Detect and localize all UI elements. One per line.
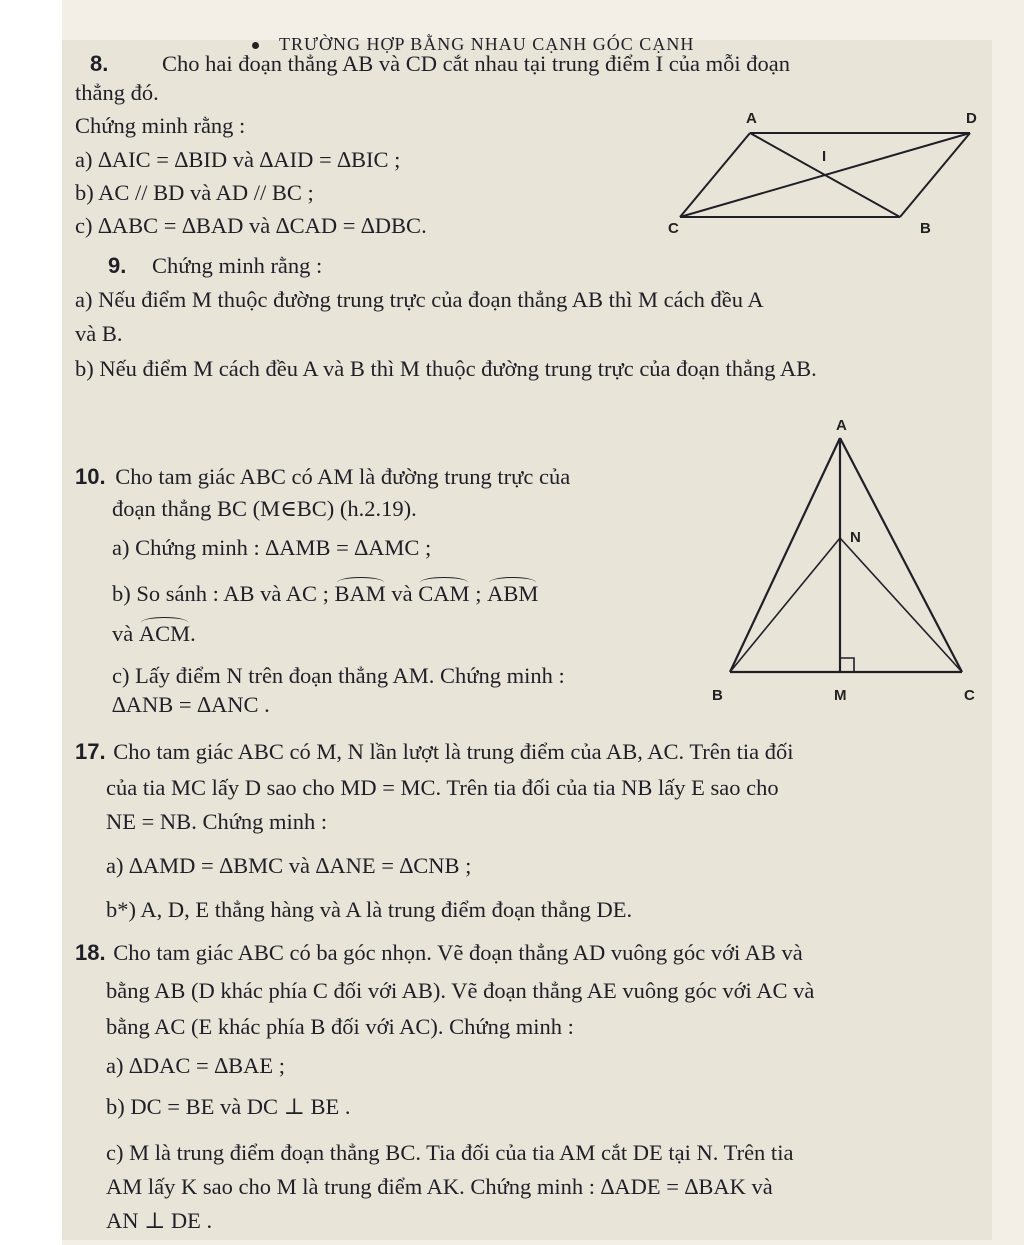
segment-nb xyxy=(730,538,840,672)
right-angle-mark xyxy=(840,658,854,672)
angle-abm: ABM xyxy=(487,581,539,606)
problem-8-line2: thẳng đó. xyxy=(75,80,159,105)
problem-10-b2-prefix: và xyxy=(112,621,134,646)
problem-10-number: 10. xyxy=(75,464,106,489)
problem-8-b: b) AC // BD và AD // BC ; xyxy=(75,180,314,205)
header-title: TRƯỜNG HỢP BẰNG NHAU CẠNH GÓC CẠNH xyxy=(279,34,695,54)
figure-isosceles-triangle xyxy=(700,410,1000,710)
problem-18-a: a) ∆DAC = ∆BAE ; xyxy=(106,1053,285,1078)
problem-10-text: Cho tam giác ABC có AM là đường trung trực của xyxy=(115,464,571,489)
figure-parallelogram xyxy=(660,105,990,245)
label-a: A xyxy=(836,417,847,434)
angle-acm: ACM xyxy=(138,621,191,646)
problem-18-line2: bằng AB (D khác phía C đối với AB). Vẽ đoạn thẳng AE vuông góc với AC và xyxy=(106,978,815,1003)
bullet-icon xyxy=(252,42,259,49)
problem-10-line1 xyxy=(75,466,570,489)
problem-9-b: b) Nếu điểm M cách đều A và B thì M thuộc đường trung trực của đoạn thẳng AB. xyxy=(75,356,817,381)
problem-10-a: a) Chứng minh : ∆AMB = ∆AMC ; xyxy=(112,535,432,560)
problem-9-title xyxy=(108,255,322,278)
label-d: D xyxy=(966,110,977,127)
problem-8-a: a) ∆AIC = ∆BID và ∆AID = ∆BIC ; xyxy=(75,147,401,172)
angle-bam: BAM xyxy=(334,581,386,606)
segment-db xyxy=(900,133,970,217)
problem-8-prove: Chứng minh rằng : xyxy=(75,113,246,138)
problem-10-b-sep: ; xyxy=(475,581,482,606)
problem-17-line1 xyxy=(75,741,794,764)
problem-9-number: 9. xyxy=(108,253,127,278)
problem-10-line2: đoạn thẳng BC (M∈BC) (h.2.19). xyxy=(112,496,417,521)
problem-17-text: Cho tam giác ABC có M, N lần lượt là trung điểm của AB, AC. Trên tia đối xyxy=(113,739,794,764)
problem-18-line1 xyxy=(75,942,803,965)
label-b: B xyxy=(920,220,931,237)
segment-ac xyxy=(840,438,962,672)
problem-10-b-and: và xyxy=(391,581,413,606)
segment-nc xyxy=(840,538,962,672)
problem-17-b: b*) A, D, E thẳng hàng và A là trung điểm đoạn thẳng DE. xyxy=(106,897,633,922)
label-c: C xyxy=(964,687,975,704)
label-n: N xyxy=(850,529,861,546)
problem-18-line3: bằng AC (E khác phía B đối với AC). Chứng minh : xyxy=(106,1014,574,1039)
problem-10-b-prefix: b) So sánh : AB và AC ; xyxy=(112,581,329,606)
label-m: M xyxy=(834,687,847,704)
problem-17-line3: NE = NB. Chứng minh : xyxy=(106,809,328,834)
problem-17-a: a) ∆AMD = ∆BMC và ∆ANE = ∆CNB ; xyxy=(106,853,472,878)
label-i: I xyxy=(822,148,827,165)
problem-18-c2: AM lấy K sao cho M là trung điểm AK. Chứng minh : ∆ADE = ∆BAK và xyxy=(106,1174,773,1199)
problem-10-b2-suffix: . xyxy=(190,621,196,646)
segment-cd xyxy=(680,133,970,217)
problem-8-text: Cho hai đoạn thẳng AB và CD cắt nhau tại trung điểm I của mỗi đoạn xyxy=(161,51,790,76)
problem-10-b2 xyxy=(112,623,196,646)
problem-18-b: b) DC = BE và DC ⊥ BE . xyxy=(106,1094,351,1119)
segment-ac xyxy=(680,133,750,217)
problem-17-number: 17. xyxy=(75,739,106,764)
angle-cam: CAM xyxy=(418,581,470,606)
problem-8-number: 8. xyxy=(90,51,109,76)
problem-10-b xyxy=(112,583,538,606)
problem-18-number: 18. xyxy=(75,940,106,965)
problem-9-a2: và B. xyxy=(75,321,123,346)
label-b: B xyxy=(712,687,723,704)
page-margin xyxy=(0,0,62,1245)
problem-8-line1 xyxy=(90,53,790,76)
problem-18-c1: c) M là trung điểm đoạn thẳng BC. Tia đối của tia AM cắt DE tại N. Trên tia xyxy=(106,1140,794,1165)
problem-9-title-text: Chứng minh rằng : xyxy=(151,253,323,278)
problem-8-c: c) ∆ABC = ∆BAD và ∆CAD = ∆DBC. xyxy=(75,213,427,238)
problem-17-line2: của tia MC lấy D sao cho MD = MC. Trên tia đối của tia NB lấy E sao cho xyxy=(106,775,779,800)
problem-18-text: Cho tam giác ABC có ba góc nhọn. Vẽ đoạn thẳng AD vuông góc với AB và xyxy=(113,940,803,965)
problem-9-a1: a) Nếu điểm M thuộc đường trung trực của đoạn thẳng AB thì M cách đều A xyxy=(75,287,764,312)
problem-18-c3: AN ⊥ DE . xyxy=(106,1208,213,1233)
label-c: C xyxy=(668,220,679,237)
problem-10-c2: ∆ANB = ∆ANC . xyxy=(112,692,270,717)
segment-ab xyxy=(730,438,840,672)
problem-10-c1: c) Lấy điểm N trên đoạn thẳng AM. Chứng minh : xyxy=(112,663,565,688)
label-a: A xyxy=(746,110,757,127)
